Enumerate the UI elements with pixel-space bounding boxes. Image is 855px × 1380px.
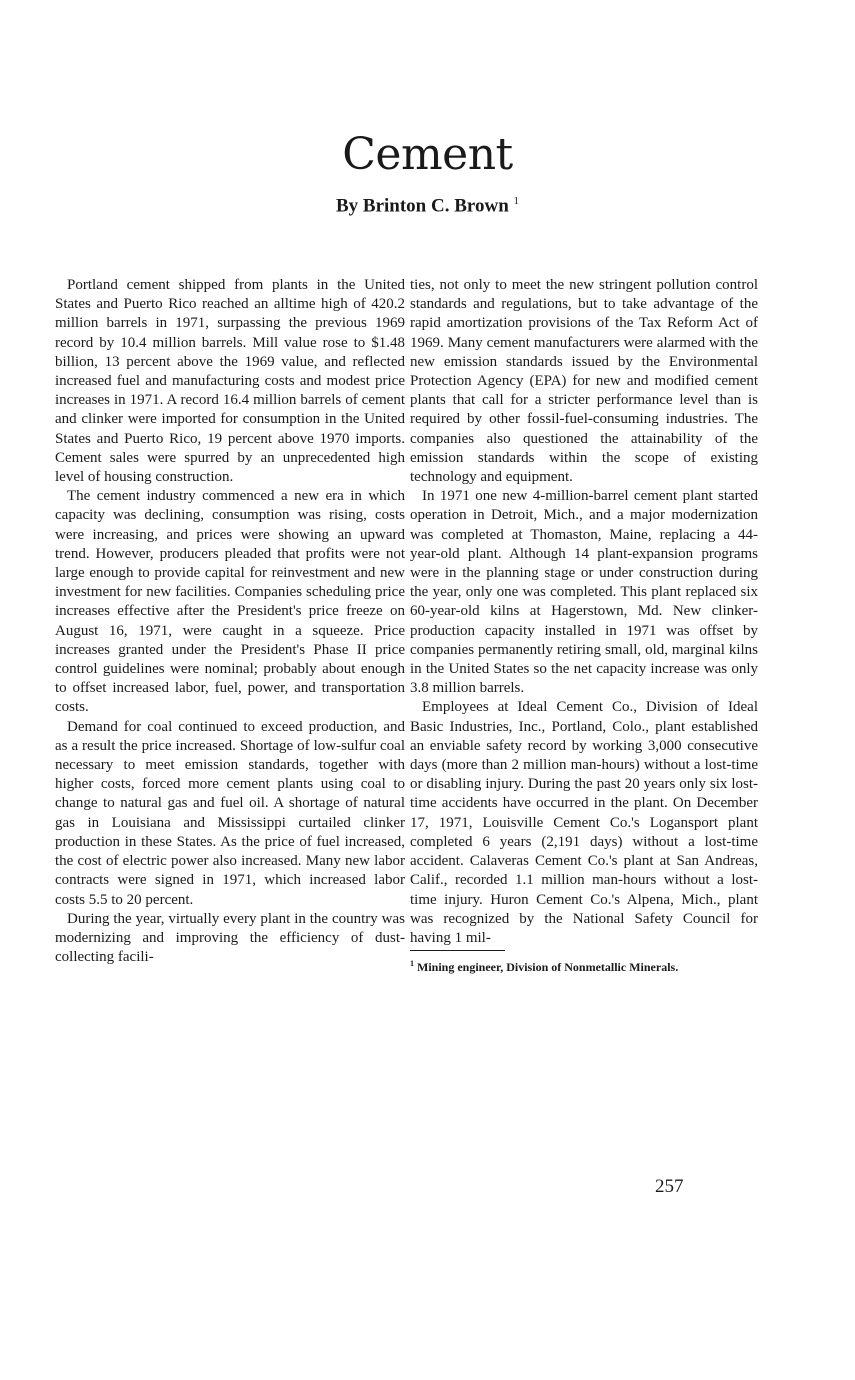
paragraph: During the year, virtually every plant in the country was modernizing and improving the efficiency of dust-collecting facili-	[55, 910, 405, 966]
paragraph: ties, not only to meet the new stringent pollution control standards and regulations, but to take advantage of the rapid amortization provisions of the Tax Reform Act of 1969. Many cement manufacturers were alarmed with the new emission standards issued by the Environmental Protection Agency (EPA) for new and modified cement plants that call for a stricter performance level than is required by other fossil-fuel-consuming industries. The companies also questioned the attainability of the emission standards within the scope of existing technology and equipment.	[410, 277, 758, 486]
paragraph: Portland cement shipped from plants in the United States and Puerto Rico reached an alltime high of 420.2 million barrels in 1971, surpassing the previous 1969 record by 10.4 million barrels. Mill value rose to $1.48 billion, 13 percent above the 1969 value, and reflected increased fuel and manufacturing costs and modest price increases in 1971. A record 16.4 million barrels of cement and clinker were imported for consumption in the United States and Puerto Rico, 19 percent above 1970 imports. Cement sales were spurred by an unprecedented high level of housing construction.	[55, 277, 405, 486]
paragraph: In 1971 one new 4-million-barrel cement plant started operation in Detroit, Mich., and a major modernization was completed at Thomaston, Maine, replacing a 44-year-old plant. Although 14 plant-expansion programs were in the planning stage or under construction during the year, only one was completed. This plant replaced six 60-year-old kilns at Hagerstown, Md. New clinker-production capacity installed in 1971 was offset by companies permanently retiring small, old, marginal kilns in the United States so the net capacity increase was only 3.8 million barrels.	[410, 488, 758, 697]
article-title: Cement	[342, 129, 513, 181]
author-name: By Brinton C. Brown	[335, 195, 509, 217]
author-footnote-ref: 1	[513, 195, 520, 207]
left-column	[55, 276, 405, 967]
page-number: 257	[655, 1176, 684, 1197]
footnote-text: Mining engineer, Division of Nonmetallic Minerals.	[417, 960, 679, 975]
footnote	[410, 957, 758, 974]
paragraph: Demand for coal continued to exceed production, and as a result the price increased. Shortage of low-sulfur coal necessary to meet emission standards, together with higher costs, forced more cement plants using coal to change to natural gas and fuel oil. A shortage of natural gas in Louisiana and Mississippi curtailed clinker production in these States. As the price of fuel increased, the cost of electric power also increased. Many new labor contracts were signed in 1971, which increased labor costs 5.5 to 20 percent.	[55, 718, 405, 908]
footnote-marker: 1	[410, 959, 414, 969]
footnote-divider	[410, 950, 505, 951]
paragraph: Employees at Ideal Cement Co., Division of Ideal Basic Industries, Inc., Portland, Colo., plant established an enviable safety record by working 3,000 consecutive days (more than 2 million man-hours) without a lost-time or disabling injury. During the past 20 years only six lost-time accidents have occurred in the plant. On December 17, 1971, Louisville Cement Co.'s Logansport plant completed 6 years (2,191 days) without a lost-time accident. Calaveras Cement Co.'s plant at San Andreas, Calif., recorded 1.1 million man-hours without a lost-time injury. Huron Cement Co.'s Alpena, Mich., plant was recognized by the National Safety Council for having 1 mil-	[410, 699, 758, 946]
byline	[0, 195, 855, 217]
paragraph: The cement industry commenced a new era in which capacity was declining, consumption was rising, costs were increasing, and prices were showing an upward trend. However, producers pleaded that profits were not large enough to provide capital for reinvestment and new investment for new facilities. Companies scheduling price increases effective after the President's price freeze on August 16, 1971, were caught in a squeeze. Price increases granted under the President's Phase II price control guidelines were nominal; probably about enough to offset increased labor, fuel, power, and transportation costs.	[55, 488, 405, 716]
right-column	[410, 276, 758, 974]
